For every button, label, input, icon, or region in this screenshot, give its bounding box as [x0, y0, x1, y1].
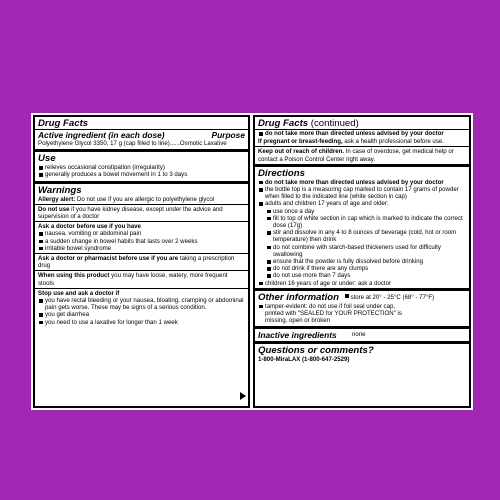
adult-direction-item: do not use more than 7 days [255, 272, 469, 279]
keep-out-of-reach: Keep out of reach of children. In case of overdose, get medical help or contact a Poison Control Center right away. [258, 148, 454, 163]
adult-direction-item: use once a day [255, 208, 469, 215]
allergy-alert: Allergy alert: Do not use if you are allergic to polyethylene glycol [38, 195, 215, 203]
inactive-ingredients-row [255, 329, 469, 341]
ask-doctor-heading: Ask a doctor before use if you have [38, 223, 141, 231]
active-ingredient-line: Polyethylene Glycol 3350, 17 g (cap filled to line)......Osmotic Laxative [38, 140, 227, 147]
use-item: relieves occasional constipation (irregularity) [35, 164, 248, 171]
directions-item: adults and children 17 years of age and older: [255, 200, 469, 207]
children-direction: children 16 years of age or under: ask a doctor [255, 280, 469, 288]
adult-direction-item: ensure that the powder is fully dissolved before drinking [255, 258, 469, 265]
phone-number: 1-800-MiraLAX (1-800-647-2529) [258, 356, 350, 364]
questions-heading: Questions or comments? [258, 345, 374, 357]
drug-facts-label [31, 113, 473, 410]
drug-facts-left-panel [33, 115, 250, 408]
drug-facts-continued-title: Drug Facts (continued) [258, 118, 359, 129]
continued-arrow-icon [240, 392, 246, 400]
stop-use-item: you have rectal bleeding or your nausea, bloating, cramping or abdominal pain gets worse. These may be signs of a serious condition. [35, 297, 248, 311]
ask-doctor-item: nausea, vomiting or abdominal pain [35, 230, 248, 237]
other-information-heading: Other information [258, 291, 340, 303]
adult-direction-item: do not combine with starch-based thickeners used for difficulty swallowing [255, 244, 469, 258]
stop-use-item: you get diarrhea [35, 311, 248, 318]
ask-doctor-item: a sudden change in bowel habits that lasts over 2 weeks [35, 238, 248, 245]
ask-pharmacist: Ask a doctor or pharmacist before use if you are taking a prescription drug [38, 255, 235, 270]
drug-facts-title: Drug Facts [38, 118, 89, 129]
purpose-heading: Purpose [211, 130, 245, 140]
pregnant-warning: If pregnant or breast-feeding, ask a health professional before use. [258, 138, 444, 146]
other-store: store at 20° - 25°C (68° - 77°F) [342, 291, 437, 303]
other-tamper: tamper-evident: do not use if foil seal under cap, printed with "SEALED for YOUR PROTECTION" is missing, open or broken [255, 303, 469, 327]
directions-bold-item: do not take more than directed unless advised by your doctor [255, 179, 469, 186]
adult-direction-item: do not drink if there are any clumps [255, 265, 469, 272]
active-ingredient-heading: Active ingredient (in each dose) Purpose [38, 130, 245, 140]
inactive-ingredients-heading: Inactive ingredients [258, 330, 337, 341]
directions-heading: Directions [258, 167, 305, 179]
stop-use-heading: Stop use and ask a doctor if [38, 289, 120, 297]
drug-facts-right-panel [253, 115, 471, 408]
adult-direction-item: fill to top of white section in cap which is marked to indicate the correct dose (17g) [255, 215, 469, 229]
other-information-section [255, 291, 469, 303]
directions-item: the bottle top is a measuring cap marked to contain 17 grams of powder when filled to the indicated line (white section in cap) [255, 186, 469, 200]
warnings-heading: Warnings [38, 184, 82, 196]
inactive-ingredients-value: none [352, 331, 366, 339]
do-not-use: Do not use if you have kidney disease, except under the advice and supervision of a doctor [38, 205, 223, 221]
use-item: generally produces a bowel movement in 1 to 3 days [35, 171, 248, 180]
adult-direction-item: stir and dissolve in any 4 to 8 ounces of beverage (cold, hot or room temperature) then drink [255, 229, 469, 243]
when-using: When using this product you may have loose, watery, more frequent stools [38, 272, 228, 287]
ask-doctor-item: irritable bowel syndrome [35, 245, 248, 252]
stop-use-item: you need to use a laxative for longer than 1 week [35, 319, 248, 326]
do-not-take-line: do not take more than directed unless advised by your doctor [255, 130, 469, 137]
use-heading: Use [38, 153, 56, 165]
